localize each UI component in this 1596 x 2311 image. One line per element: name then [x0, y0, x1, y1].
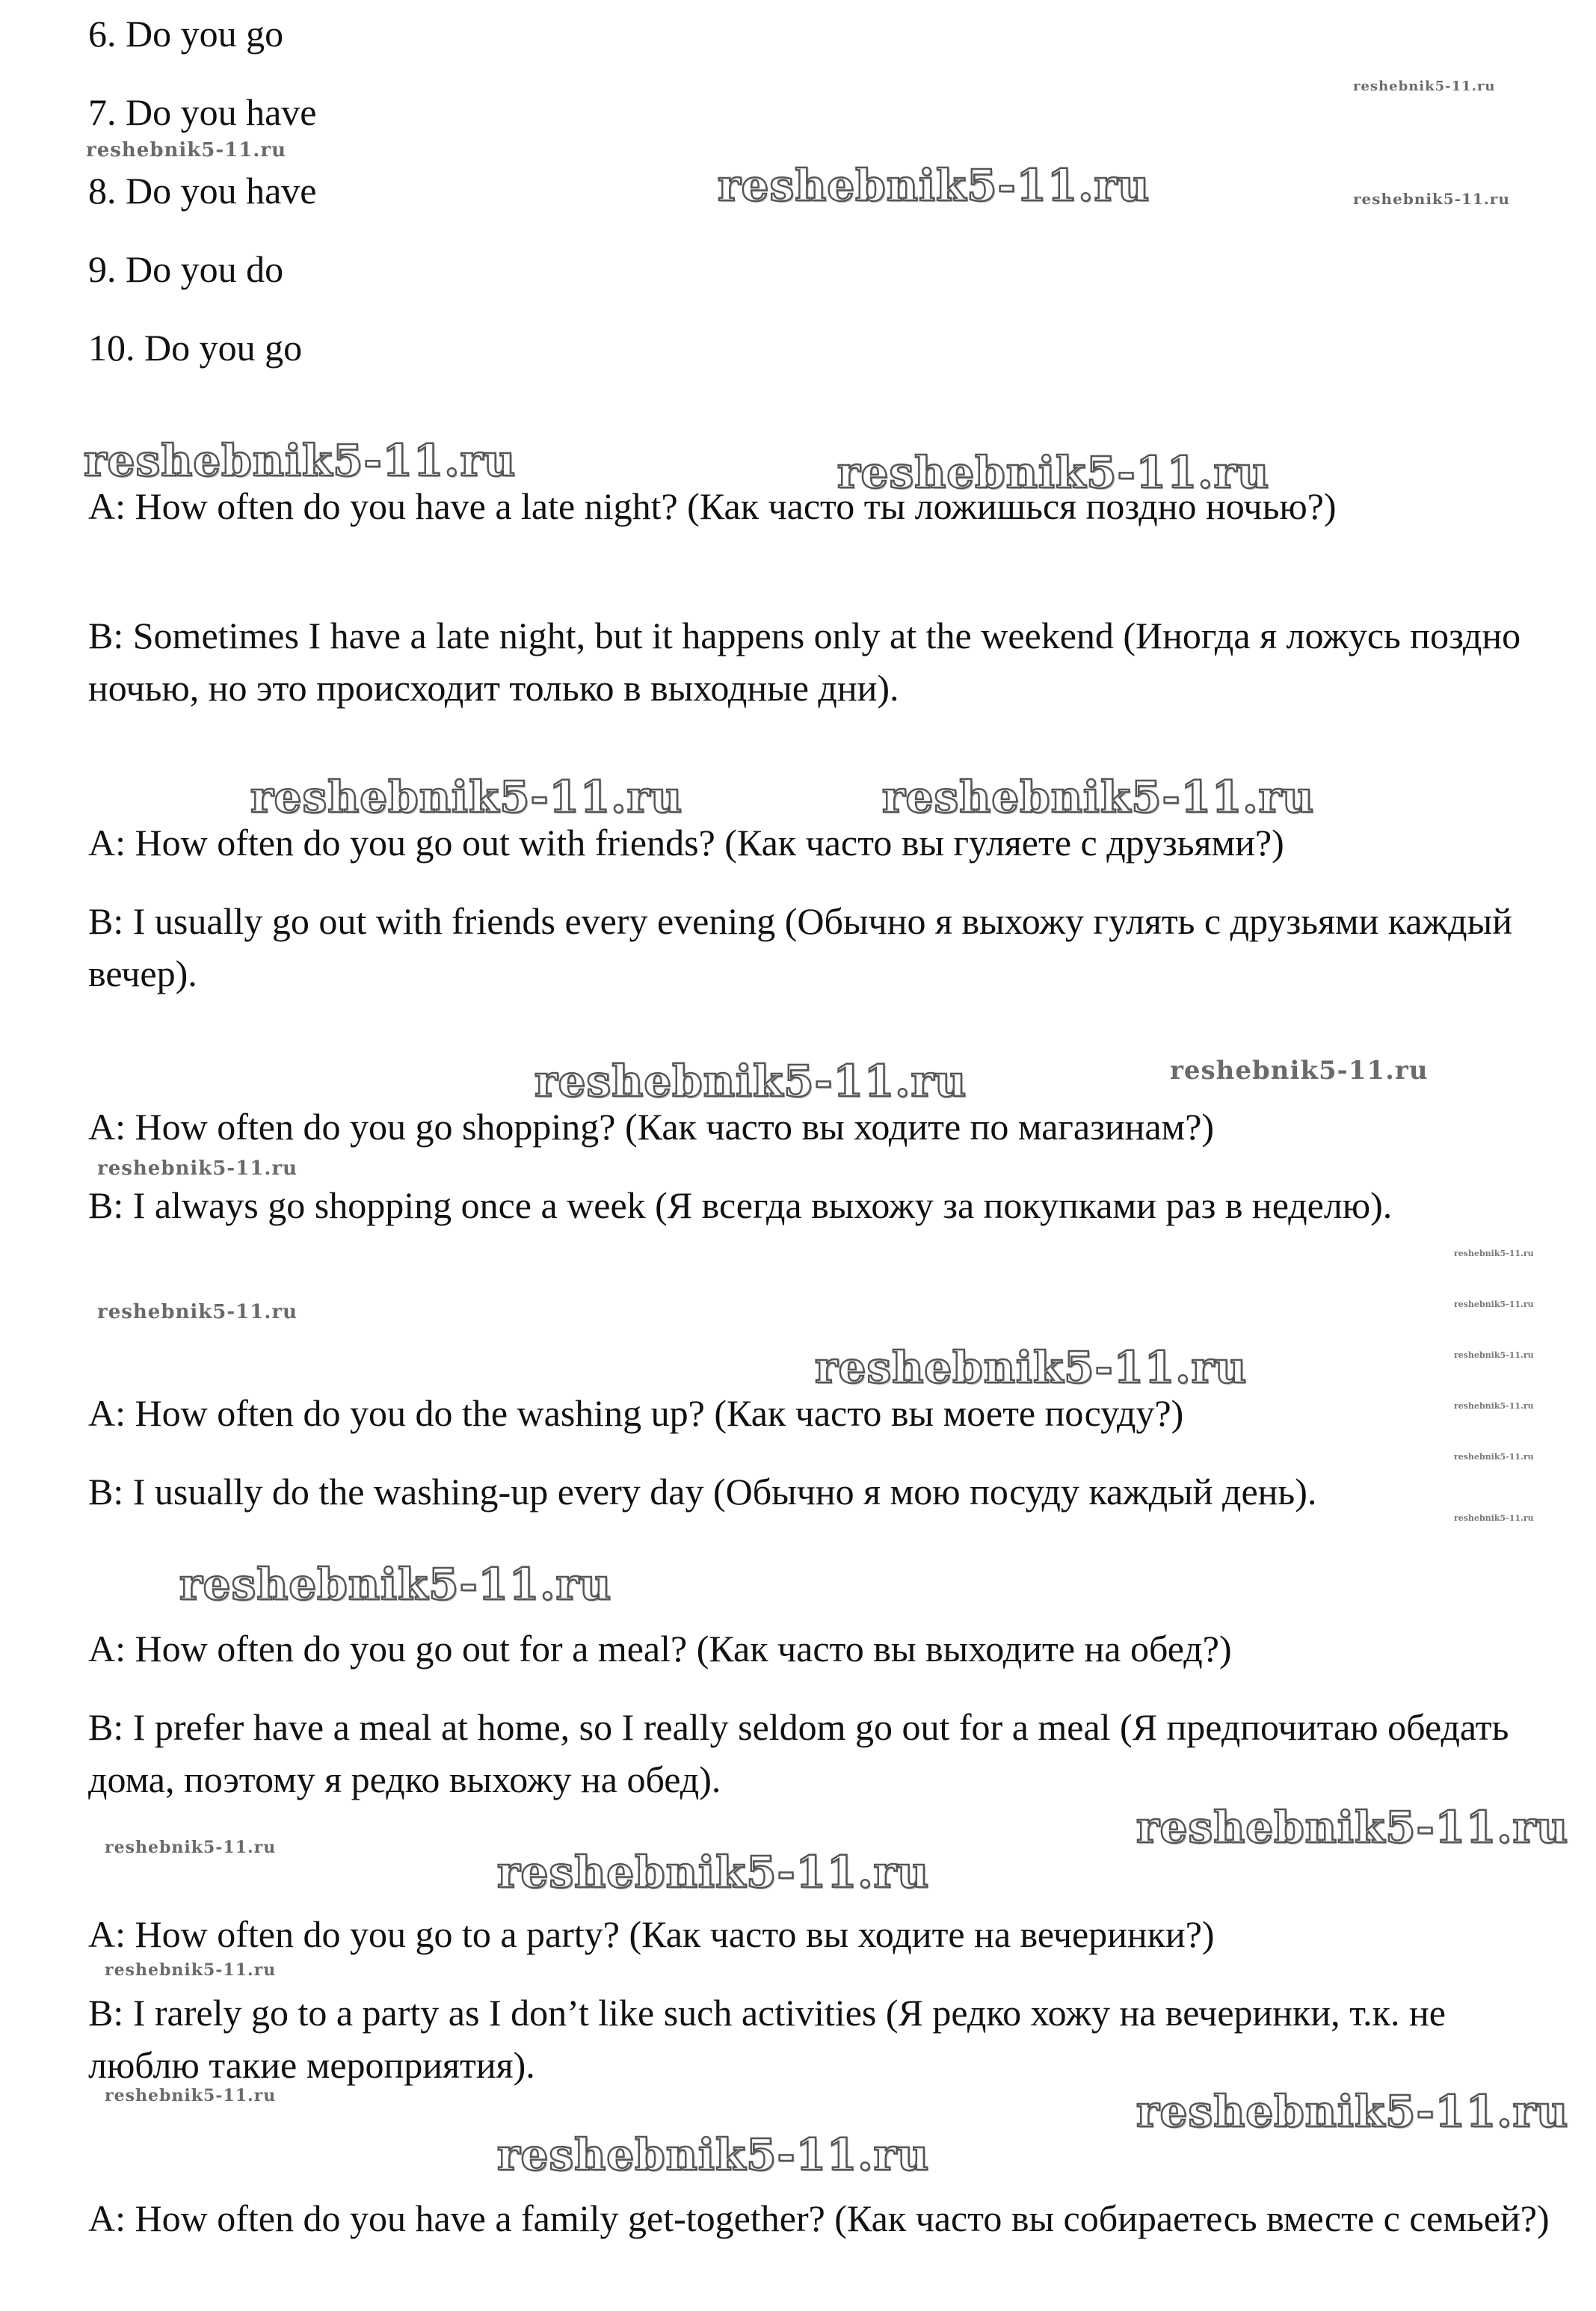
watermark: reshebnik5-11.ru: [1454, 1350, 1534, 1360]
watermark: reshebnik5-11.ru: [250, 772, 683, 822]
watermark: reshebnik5-11.ru: [1170, 1056, 1429, 1086]
watermark: reshebnik5-11.ru: [1454, 1452, 1534, 1462]
dialogue-6-answer: B: I rarely go to a party as I don’t like such activities (Я редко хожу на вечеринки, т.к. не люблю такие мероприятия).: [88, 1992, 1446, 2086]
watermark: reshebnik5-11.ru: [1353, 79, 1496, 94]
dialogue-5-question: A: How often do you go out for a meal? (Как часто вы выходите на обед?): [88, 1628, 1232, 1670]
dialogue-1-question: A: How often do you have a late night? (Как часто ты ложишься поздно ночью?): [88, 485, 1337, 527]
watermark: reshebnik5-11.ru: [1454, 1401, 1534, 1411]
watermark: reshebnik5-11.ru: [86, 139, 287, 161]
answer-line-6: 6. Do you go: [88, 13, 284, 55]
watermark: reshebnik5-11.ru: [105, 1960, 277, 1980]
dialogue-1-answer: B: Sometimes I have a late night, but it happens only at the weekend (Иногда я ложусь поздно ночью, но это происходит только в выходные дни).: [88, 615, 1521, 709]
watermark: reshebnik5-11.ru: [497, 2129, 930, 2180]
dialogue-3-answer: B: I always go shopping once a week (Я всегда выхожу за покупками раз в неделю).: [88, 1184, 1393, 1226]
watermark: reshebnik5-11.ru: [1136, 1802, 1569, 1853]
watermark: reshebnik5-11.ru: [105, 2086, 277, 2105]
dialogue-2-answer: B: I usually go out with friends every evening (Обычно я выхожу гулять с друзьями каждый вечер).: [88, 900, 1512, 994]
watermark: reshebnik5-11.ru: [534, 1056, 967, 1107]
watermark: reshebnik5-11.ru: [1136, 2086, 1569, 2137]
watermark: reshebnik5-11.ru: [1353, 190, 1510, 208]
dialogue-5-answer: B: I prefer have a meal at home, so I really seldom go out for a meal (Я предпочитаю обедать дома, поэтому я редко выхожу на обед).: [88, 1706, 1509, 1800]
dialogue-4-question: A: How often do you do the washing up? (Как часто вы моете посуду?): [88, 1392, 1184, 1434]
watermark: reshebnik5-11.ru: [97, 1157, 298, 1180]
watermark: reshebnik5-11.ru: [1454, 1513, 1534, 1523]
answer-line-8: 8. Do you have: [88, 170, 317, 212]
watermark: reshebnik5-11.ru: [837, 447, 1270, 498]
dialogue-6-question: A: How often do you go to a party? (Как часто вы ходите на вечеринки?): [88, 1913, 1215, 1955]
dialogue-3-question: A: How often do you go shopping? (Как часто вы ходите по магазинам?): [88, 1106, 1215, 1148]
answer-line-9: 9. Do you do: [88, 248, 284, 290]
watermark: reshebnik5-11.ru: [1454, 1249, 1534, 1258]
watermark: reshebnik5-11.ru: [815, 1342, 1248, 1393]
watermark: reshebnik5-11.ru: [882, 772, 1315, 822]
watermark: reshebnik5-11.ru: [97, 1301, 298, 1323]
dialogue-2-question: A: How often do you go out with friends? (Как часто вы гуляете с друзьями?): [88, 822, 1284, 864]
watermark: reshebnik5-11.ru: [497, 1847, 930, 1898]
answer-line-10: 10. Do you go: [88, 327, 303, 369]
dialogue-7-question: A: How often do you have a family get-together? (Как часто вы собираетесь вместе с семьей?): [88, 2197, 1550, 2239]
watermark: reshebnik5-11.ru: [718, 160, 1150, 211]
answer-line-7: 7. Do you have: [88, 91, 317, 133]
watermark: reshebnik5-11.ru: [105, 1838, 277, 1857]
watermark: reshebnik5-11.ru: [1454, 1299, 1534, 1309]
watermark: reshebnik5-11.ru: [84, 435, 517, 486]
watermark: reshebnik5-11.ru: [179, 1559, 612, 1610]
dialogue-4-answer: B: I usually do the washing-up every day (Обычно я мою посуду каждый день).: [88, 1471, 1317, 1513]
